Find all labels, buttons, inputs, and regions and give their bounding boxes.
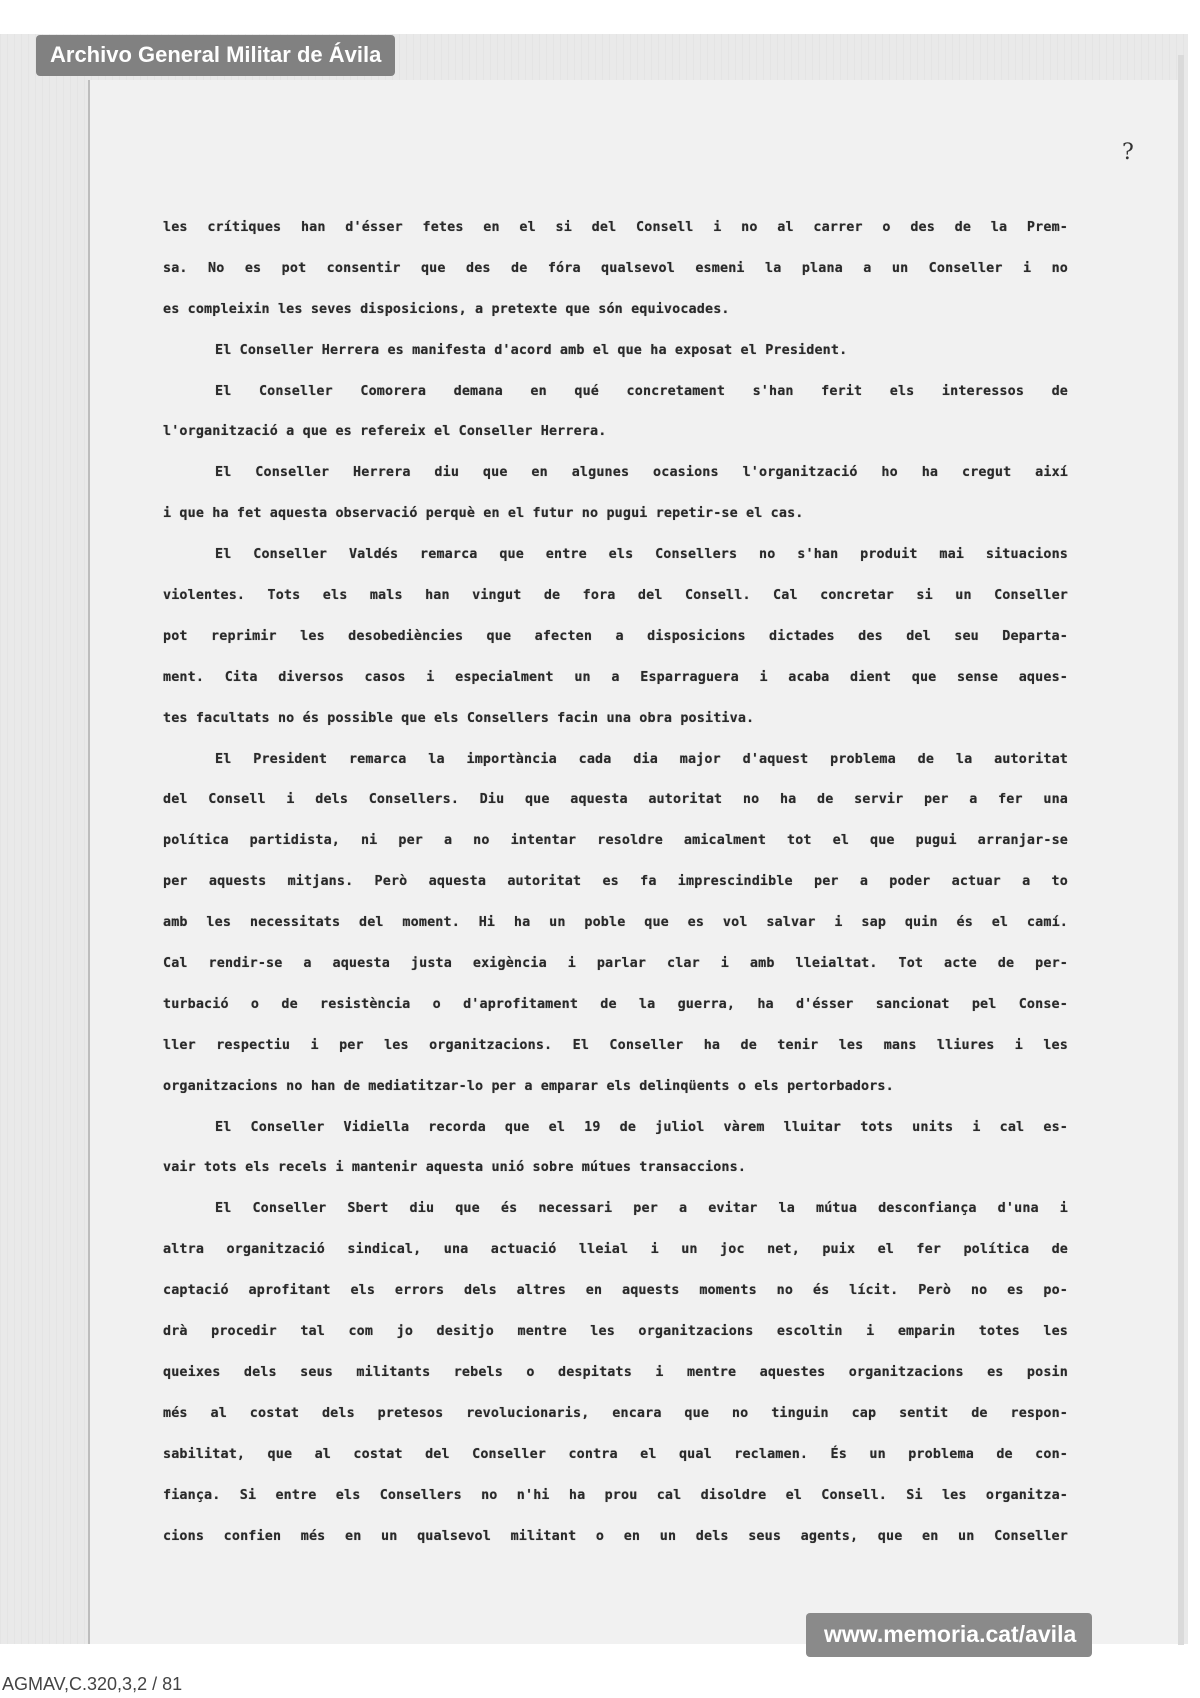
text-line: captació aprofitant els errors dels altres en aquests moments no és lícit. Però no es po- xyxy=(163,1283,1068,1299)
text-line: amb les necessitats del moment. Hi ha un poble que es vol salvar i sap quin és el camí. xyxy=(163,915,1068,931)
text-line: violentes. Tots els mals han vingut de fora del Consell. Cal concretar si un Conseller xyxy=(163,588,1068,604)
text-line: organitzacions no han de mediatitzar-lo per a emparar els delinqüents o els pertorbadors. xyxy=(163,1078,894,1094)
text-line: ment. Cita diversos casos i especialment un a Esparraguera i acaba dient que sense aques- xyxy=(163,669,1068,685)
text-line: vair tots els recels i mantenir aquesta unió sobre mútues transaccions. xyxy=(163,1160,747,1176)
text-line: es compleixin les seves disposicions, a pretexte que són equivocades. xyxy=(163,301,730,317)
corner-pencil-mark: ? xyxy=(1122,140,1134,165)
text-line: drà procedir tal com jo desitjo mentre les organitzacions escoltin i emparin totes les xyxy=(163,1324,1068,1340)
text-line: queixes dels seus militants rebels o despitats i mentre aquestes organitzacions es posin xyxy=(163,1364,1068,1380)
text-line: sa. No es pot consentir que des de fóra qualsevol esmeni la plana a un Conseller i no xyxy=(163,260,1068,276)
text-line: fiança. Si entre els Consellers no n'hi ha prou cal disoldre el Consell. Si les organitza- xyxy=(163,1487,1068,1503)
text-line: El Conseller Valdés remarca que entre els Consellers no s'han produit mai situacions xyxy=(215,547,1068,563)
text-line: més al costat dels pretesos revolucionaris, encara que no tinguin cap sentit de respon- xyxy=(163,1405,1068,1421)
text-line: El Conseller Comorera demana en qué concretament s'han ferit els interessos de xyxy=(215,383,1068,399)
page-edge xyxy=(1178,55,1184,1645)
document-reference: AGMAV,C.320,3,2 / 81 xyxy=(2,1674,183,1694)
text-line: El Conseller Herrera es manifesta d'acord amb el que ha exposat el President. xyxy=(215,342,848,358)
text-line: sabilitat, que al costat del Conseller contra el qual reclamen. És un problema de con- xyxy=(163,1446,1068,1462)
text-line: i que ha fet aquesta observació perquè en el futur no pugui repetir-se el cas. xyxy=(163,506,804,522)
text-line: El Conseller Vidiella recorda que el 19 de juliol vàrem lluitar tots units i cal es- xyxy=(215,1119,1068,1135)
text-line: Cal rendir-se a aquesta justa exigència i parlar clar i amb lleialtat. Tot acte de per- xyxy=(163,956,1068,972)
text-line: cions confien més en un qualsevol militant o en un dels seus agents, que en un Conseller xyxy=(163,1528,1068,1544)
text-line: les crítiques han d'ésser fetes en el si del Consell i no al carrer o des de la Prem- xyxy=(163,220,1068,235)
text-line: ller respectiu i per les organitzacions. El Conseller ha de tenir les mans lliures i les xyxy=(163,1037,1068,1053)
text-line: tes facultats no és possible que els Consellers facin una obra positiva. xyxy=(163,710,755,726)
text-line: El Conseller Herrera diu que en algunes ocasions l'organització ho ha cregut així xyxy=(215,465,1068,481)
website-watermark-label: www.memoria.cat/avila xyxy=(806,1613,1092,1657)
document-text-body xyxy=(163,217,1068,1566)
text-line: política partidista, ni per a no intentar resoldre amicalment tot el que pugui arranjar-se xyxy=(163,833,1068,849)
text-line: El President remarca la importància cada dia major d'aquest problema de la autoritat xyxy=(215,751,1068,767)
text-line: del Consell i dels Consellers. Diu que aquesta autoritat no ha de servir per a fer una xyxy=(163,792,1068,808)
text-line: per aquests mitjans. Però aquesta autoritat es fa imprescindible per a poder actuar a to xyxy=(163,874,1068,890)
text-line: altra organització sindical, una actuació lleial i un joc net, puix el fer política de xyxy=(163,1242,1068,1258)
archive-watermark-label: Archivo General Militar de Ávila xyxy=(36,35,395,76)
text-line: pot reprimir les desobediències que afecten a disposicions dictades des del seu Departa- xyxy=(163,628,1068,644)
text-line: turbació o de resistència o d'aprofitament de la guerra, ha d'ésser sancionat pel Conse- xyxy=(163,996,1068,1012)
text-line: El Conseller Sbert diu que és necessari per a evitar la mútua desconfiança d'una i xyxy=(215,1201,1068,1217)
text-line: l'organització a que es refereix el Conseller Herrera. xyxy=(163,424,607,440)
